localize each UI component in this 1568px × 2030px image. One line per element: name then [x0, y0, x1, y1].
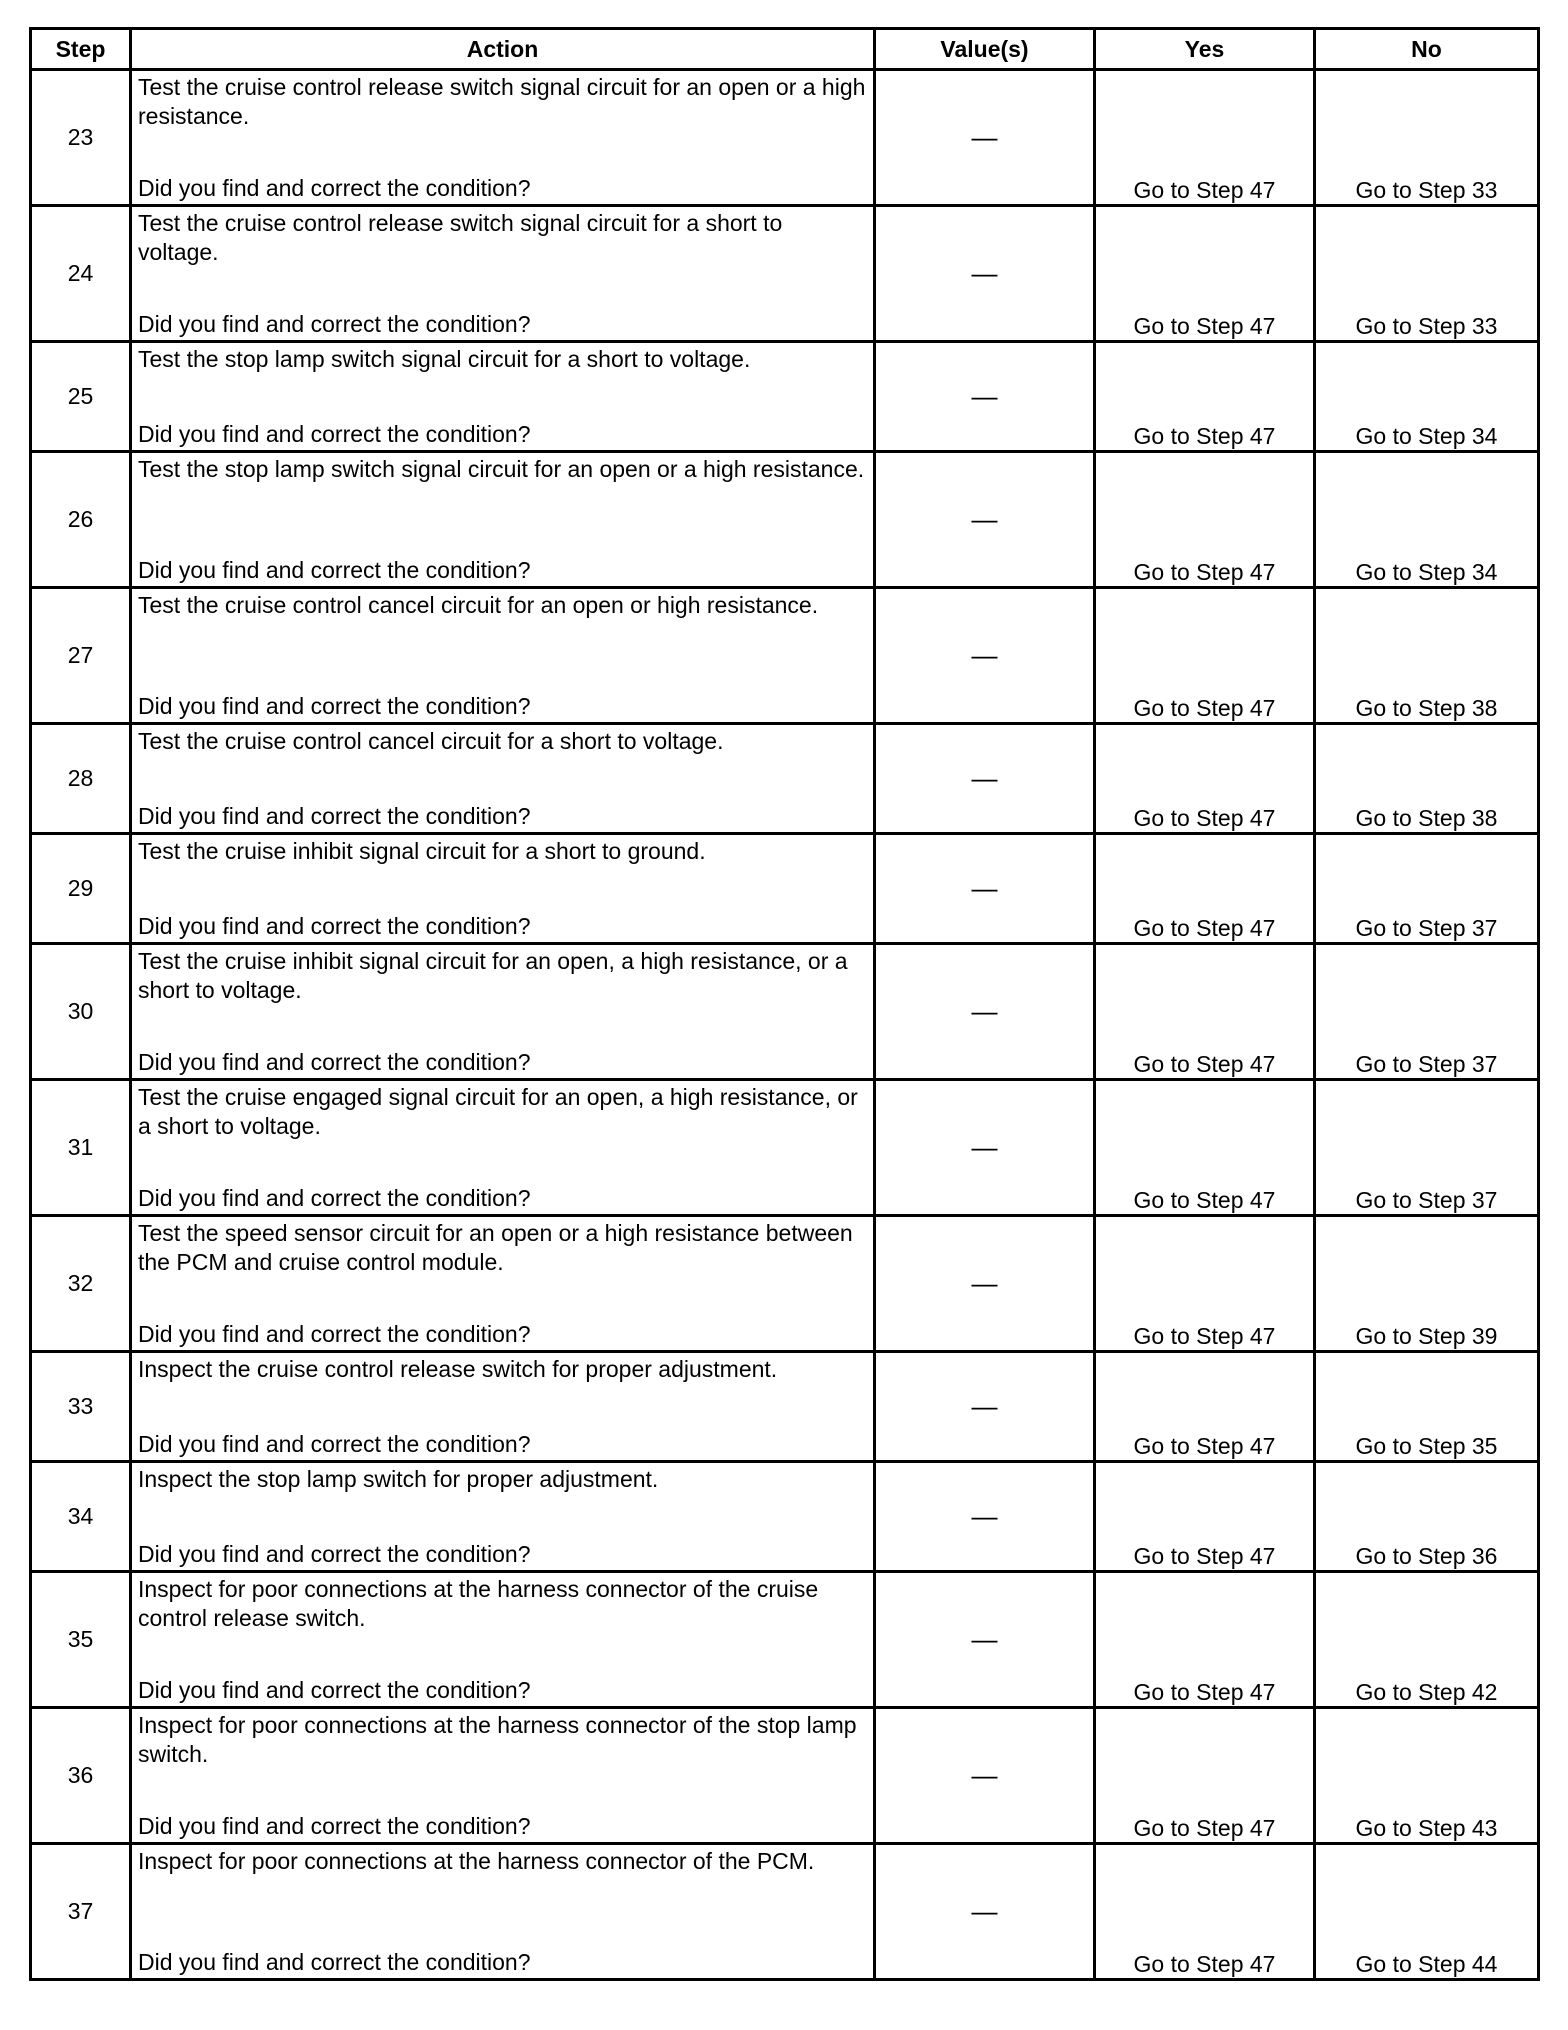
yes-cell: Go to Step 47	[1095, 1216, 1315, 1352]
no-cell: Go to Step 35	[1315, 1352, 1539, 1462]
yes-cell: Go to Step 47	[1095, 724, 1315, 834]
header-yes: Yes	[1095, 29, 1315, 70]
value-cell: —	[875, 1844, 1095, 1980]
table-row	[31, 944, 1539, 1080]
action-cell	[131, 206, 875, 342]
table-row	[31, 206, 1539, 342]
step-number: 23	[31, 70, 131, 206]
no-cell: Go to Step 34	[1315, 342, 1539, 452]
no-cell: Go to Step 44	[1315, 1844, 1539, 1980]
action-question: Did you find and correct the condition?	[138, 421, 531, 447]
value-cell: —	[875, 70, 1095, 206]
action-question: Did you find and correct the condition?	[138, 1813, 531, 1839]
action-description: Test the cruise inhibit signal circuit for a short to ground.	[138, 838, 706, 864]
step-number: 34	[31, 1462, 131, 1572]
table-row	[31, 834, 1539, 944]
yes-cell: Go to Step 47	[1095, 834, 1315, 944]
action-question: Did you find and correct the condition?	[138, 803, 531, 829]
action-question: Did you find and correct the condition?	[138, 1677, 531, 1703]
action-cell	[131, 1216, 875, 1352]
table-row	[31, 1708, 1539, 1844]
value-cell: —	[875, 452, 1095, 588]
action-description: Test the cruise control release switch signal circuit for an open or a high resistance.	[138, 74, 866, 129]
yes-cell: Go to Step 47	[1095, 70, 1315, 206]
action-cell	[131, 834, 875, 944]
step-number: 28	[31, 724, 131, 834]
action-cell	[131, 1572, 875, 1708]
action-description: Test the stop lamp switch signal circuit for a short to voltage.	[138, 346, 751, 372]
diagnostic-table	[29, 27, 1540, 1981]
value-cell: —	[875, 724, 1095, 834]
table-row	[31, 342, 1539, 452]
no-cell: Go to Step 33	[1315, 70, 1539, 206]
table-row	[31, 1462, 1539, 1572]
value-cell: —	[875, 206, 1095, 342]
yes-cell: Go to Step 47	[1095, 1462, 1315, 1572]
value-cell: —	[875, 342, 1095, 452]
step-number: 29	[31, 834, 131, 944]
action-cell	[131, 70, 875, 206]
table-row	[31, 452, 1539, 588]
action-question: Did you find and correct the condition?	[138, 1431, 531, 1457]
action-description: Test the cruise engaged signal circuit for an open, a high resistance, or a short to voltage.	[138, 1084, 858, 1139]
value-cell: —	[875, 1352, 1095, 1462]
yes-cell: Go to Step 47	[1095, 588, 1315, 724]
action-description: Inspect the cruise control release switch for proper adjustment.	[138, 1356, 778, 1382]
value-cell: —	[875, 588, 1095, 724]
header-action: Action	[131, 29, 875, 70]
action-question: Did you find and correct the condition?	[138, 175, 531, 201]
step-number: 31	[31, 1080, 131, 1216]
step-number: 27	[31, 588, 131, 724]
yes-cell: Go to Step 47	[1095, 342, 1315, 452]
action-question: Did you find and correct the condition?	[138, 1949, 531, 1975]
action-cell	[131, 342, 875, 452]
action-cell	[131, 588, 875, 724]
action-question: Did you find and correct the condition?	[138, 1049, 531, 1075]
action-cell	[131, 944, 875, 1080]
action-description: Inspect for poor connections at the harness connector of the PCM.	[138, 1848, 815, 1874]
step-number: 30	[31, 944, 131, 1080]
table-row	[31, 588, 1539, 724]
step-number: 25	[31, 342, 131, 452]
action-question: Did you find and correct the condition?	[138, 1321, 531, 1347]
action-question: Did you find and correct the condition?	[138, 311, 531, 337]
yes-cell: Go to Step 47	[1095, 1572, 1315, 1708]
action-cell	[131, 452, 875, 588]
action-cell	[131, 1462, 875, 1572]
action-question: Did you find and correct the condition?	[138, 1185, 531, 1211]
no-cell: Go to Step 34	[1315, 452, 1539, 588]
action-question: Did you find and correct the condition?	[138, 693, 531, 719]
yes-cell: Go to Step 47	[1095, 1708, 1315, 1844]
action-cell	[131, 1844, 875, 1980]
table-row	[31, 1352, 1539, 1462]
step-number: 36	[31, 1708, 131, 1844]
action-question: Did you find and correct the condition?	[138, 557, 531, 583]
header-no: No	[1315, 29, 1539, 70]
no-cell: Go to Step 38	[1315, 588, 1539, 724]
table-row	[31, 1216, 1539, 1352]
no-cell: Go to Step 42	[1315, 1572, 1539, 1708]
no-cell: Go to Step 33	[1315, 206, 1539, 342]
no-cell: Go to Step 37	[1315, 1080, 1539, 1216]
value-cell: —	[875, 1216, 1095, 1352]
action-description: Test the stop lamp switch signal circuit for an open or a high resistance.	[138, 456, 865, 482]
action-description: Inspect for poor connections at the harness connector of the stop lamp switch.	[138, 1712, 857, 1767]
yes-cell: Go to Step 47	[1095, 452, 1315, 588]
action-description: Test the speed sensor circuit for an open or a high resistance between the PCM and cruise control module.	[138, 1220, 853, 1275]
table-row	[31, 1844, 1539, 1980]
table-row	[31, 1080, 1539, 1216]
table-row	[31, 70, 1539, 206]
header-values: Value(s)	[875, 29, 1095, 70]
table-row	[31, 1572, 1539, 1708]
action-description: Inspect for poor connections at the harness connector of the cruise control release switch.	[138, 1576, 819, 1631]
action-description: Inspect the stop lamp switch for proper adjustment.	[138, 1466, 659, 1492]
action-description: Test the cruise control cancel circuit for an open or high resistance.	[138, 592, 819, 618]
value-cell: —	[875, 1080, 1095, 1216]
action-question: Did you find and correct the condition?	[138, 913, 531, 939]
header-row	[31, 29, 1539, 70]
value-cell: —	[875, 944, 1095, 1080]
step-number: 33	[31, 1352, 131, 1462]
value-cell: —	[875, 1572, 1095, 1708]
yes-cell: Go to Step 47	[1095, 206, 1315, 342]
table-row	[31, 724, 1539, 834]
yes-cell: Go to Step 47	[1095, 1080, 1315, 1216]
action-description: Test the cruise control cancel circuit for a short to voltage.	[138, 728, 724, 754]
value-cell: —	[875, 834, 1095, 944]
no-cell: Go to Step 39	[1315, 1216, 1539, 1352]
value-cell: —	[875, 1708, 1095, 1844]
step-number: 24	[31, 206, 131, 342]
action-description: Test the cruise control release switch signal circuit for a short to voltage.	[138, 210, 783, 265]
step-number: 32	[31, 1216, 131, 1352]
action-cell	[131, 724, 875, 834]
no-cell: Go to Step 37	[1315, 944, 1539, 1080]
action-cell	[131, 1352, 875, 1462]
yes-cell: Go to Step 47	[1095, 944, 1315, 1080]
no-cell: Go to Step 38	[1315, 724, 1539, 834]
value-cell: —	[875, 1462, 1095, 1572]
action-cell	[131, 1708, 875, 1844]
header-step: Step	[31, 29, 131, 70]
step-number: 26	[31, 452, 131, 588]
step-number: 35	[31, 1572, 131, 1708]
no-cell: Go to Step 36	[1315, 1462, 1539, 1572]
action-cell	[131, 1080, 875, 1216]
step-number: 37	[31, 1844, 131, 1980]
yes-cell: Go to Step 47	[1095, 1352, 1315, 1462]
no-cell: Go to Step 37	[1315, 834, 1539, 944]
yes-cell: Go to Step 47	[1095, 1844, 1315, 1980]
action-description: Test the cruise inhibit signal circuit for an open, a high resistance, or a short to voltage.	[138, 948, 848, 1003]
action-question: Did you find and correct the condition?	[138, 1541, 531, 1567]
no-cell: Go to Step 43	[1315, 1708, 1539, 1844]
